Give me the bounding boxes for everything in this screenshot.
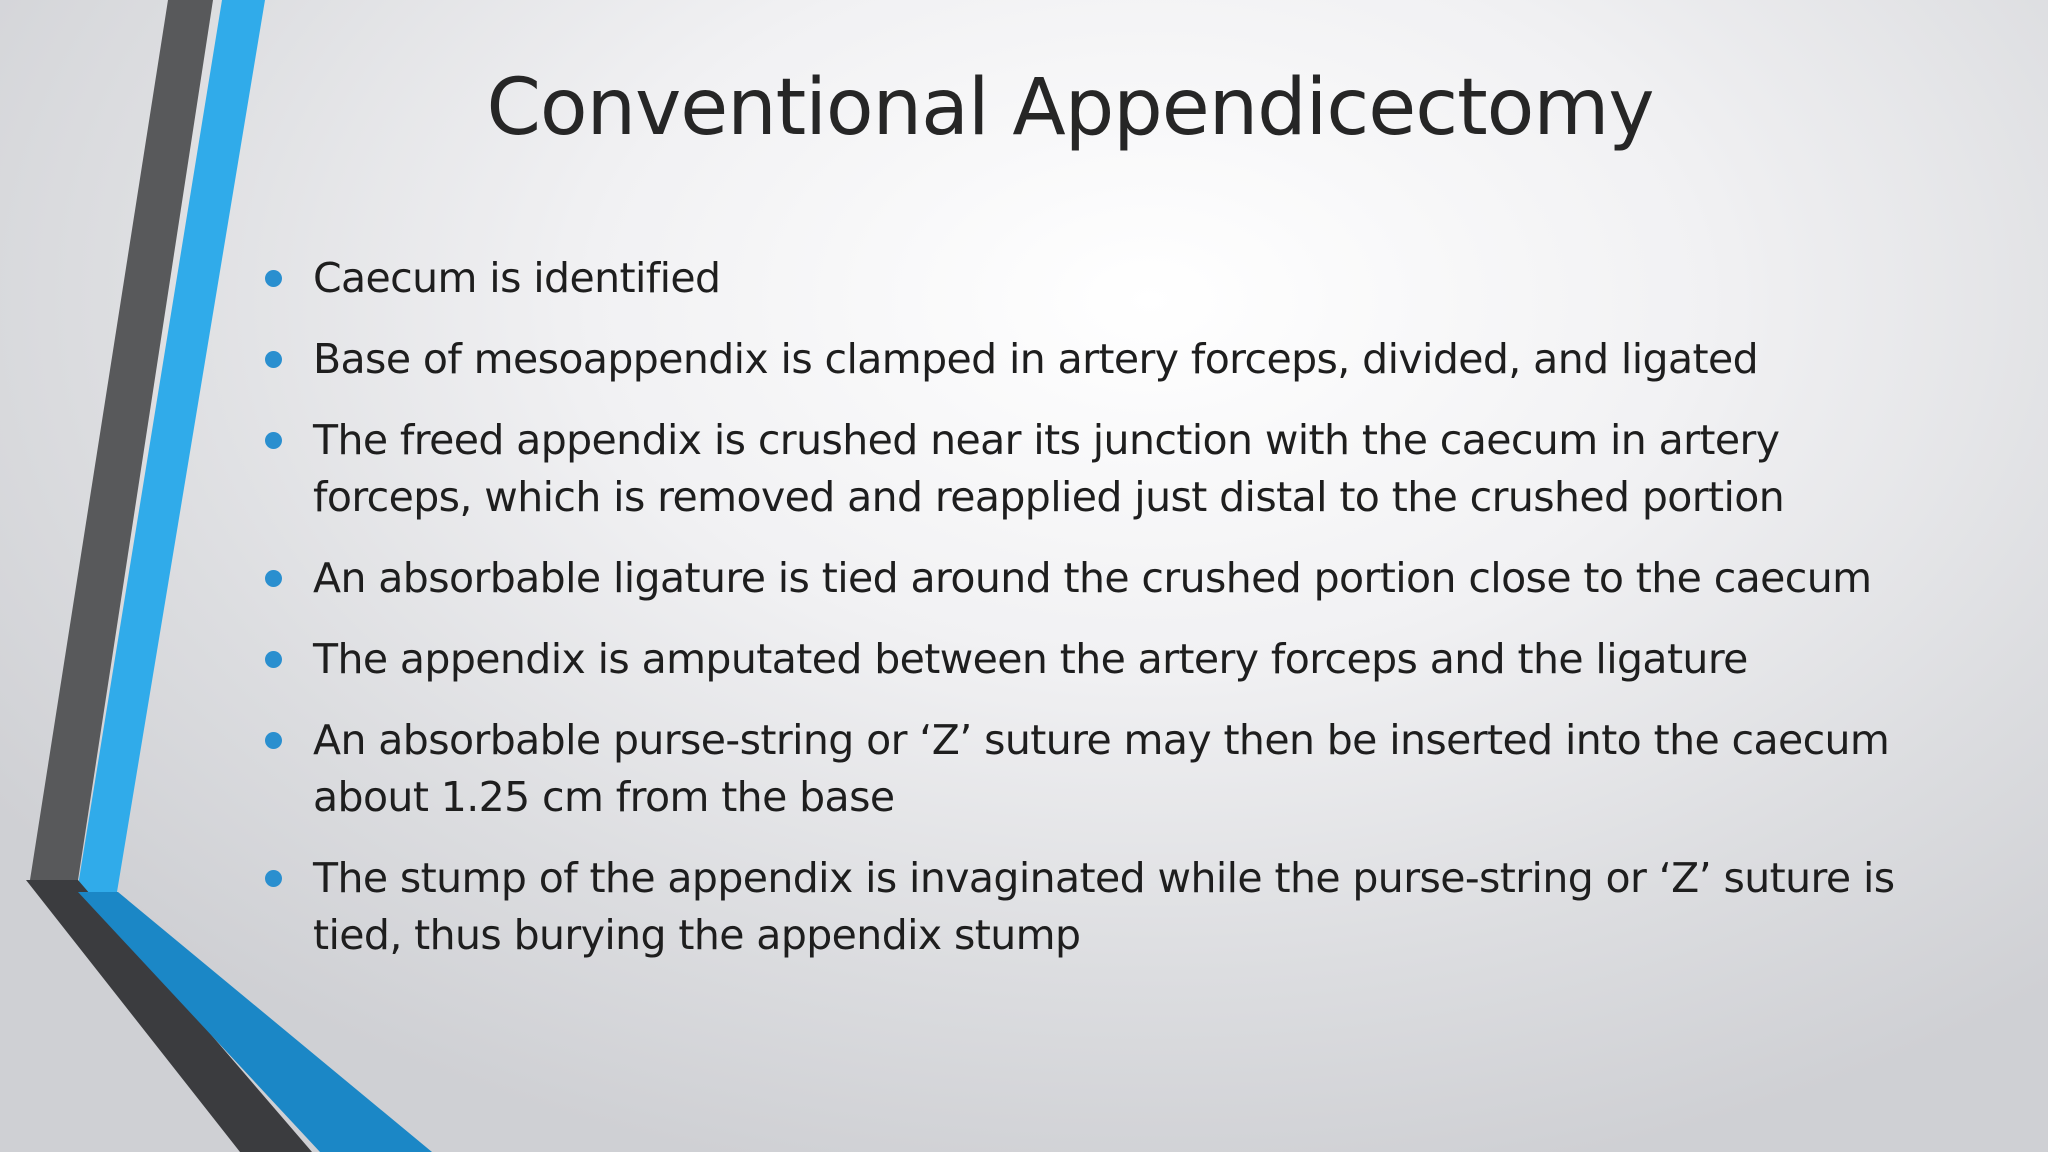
bullet-list: [265, 250, 1945, 988]
bullet-text: Caecum is identified: [313, 254, 721, 302]
bullet-item: [265, 331, 1945, 388]
bullet-dot-icon: [265, 651, 282, 668]
bullet-text: An absorbable ligature is tied around the crushed portion close to the caecum: [313, 554, 1872, 602]
bullet-dot-icon: [265, 270, 282, 287]
bullet-item: [265, 631, 1945, 688]
bullet-text: An absorbable purse-string or ‘Z’ suture may then be inserted into the caecum about 1.25 cm from the base: [313, 716, 1890, 821]
bullet-item: [265, 712, 1945, 826]
bullet-text: The stump of the appendix is invaginated while the purse-string or ‘Z’ suture is tied, thus burying the appendix stump: [313, 854, 1895, 959]
bullet-item: [265, 850, 1945, 964]
bullet-dot-icon: [265, 732, 282, 749]
bullet-item: [265, 412, 1945, 526]
bullet-text: The freed appendix is crushed near its junction with the caecum in artery forceps, which is removed and reapplied just distal to the crushed portion: [313, 416, 1785, 521]
bullet-item: [265, 250, 1945, 307]
bullet-text: The appendix is amputated between the artery forceps and the ligature: [313, 635, 1748, 683]
bullet-text: Base of mesoappendix is clamped in artery forceps, divided, and ligated: [313, 335, 1758, 383]
bullet-item: [265, 550, 1945, 607]
bullet-dot-icon: [265, 351, 282, 368]
slide-title: Conventional Appendicectomy: [486, 63, 1654, 153]
bullet-dot-icon: [265, 870, 282, 887]
bullet-dot-icon: [265, 570, 282, 587]
bullet-dot-icon: [265, 432, 282, 449]
